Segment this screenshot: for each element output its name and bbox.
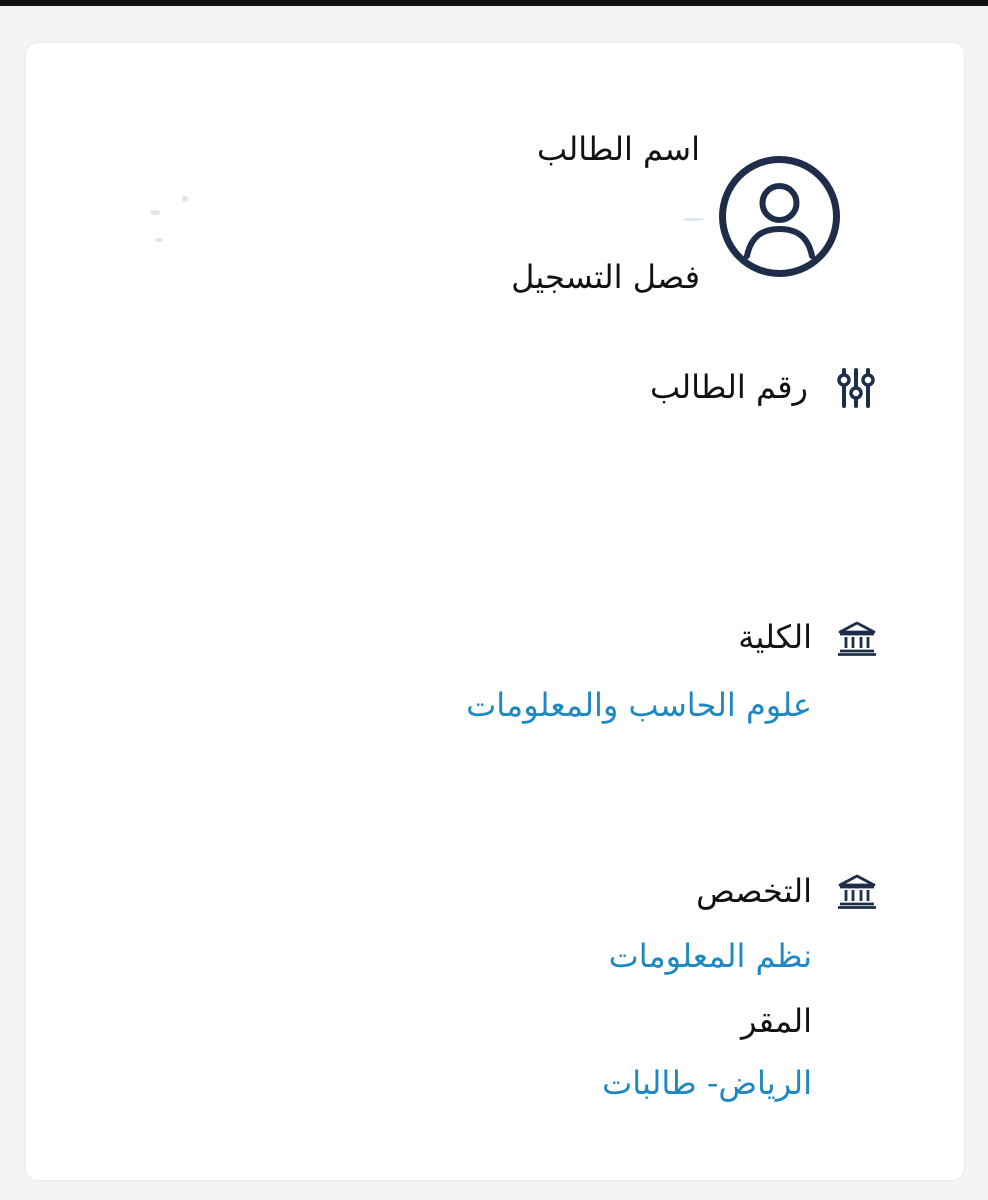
major-value: نظم المعلومات: [608, 937, 812, 975]
sliders-icon: [836, 366, 876, 410]
redacted-mark: [682, 218, 704, 221]
redacted-mark: [182, 196, 188, 202]
student-name-label: اسم الطالب: [537, 130, 700, 168]
campus-value: الرياض- طالبات: [602, 1064, 812, 1102]
college-value: علوم الحاسب والمعلومات: [466, 686, 812, 724]
campus-label: المقر: [741, 1002, 812, 1040]
institution-icon: [837, 620, 877, 656]
redacted-mark: [150, 210, 160, 215]
user-circle-icon: [717, 154, 842, 279]
college-label: الكلية: [738, 618, 812, 656]
enrollment-term-label: فصل التسجيل: [511, 258, 700, 296]
student-id-label: رقم الطالب: [649, 368, 808, 406]
major-label: التخصص: [696, 872, 812, 910]
top-status-strip: [0, 0, 988, 6]
redacted-mark: [155, 238, 163, 242]
institution-icon: [837, 873, 877, 909]
